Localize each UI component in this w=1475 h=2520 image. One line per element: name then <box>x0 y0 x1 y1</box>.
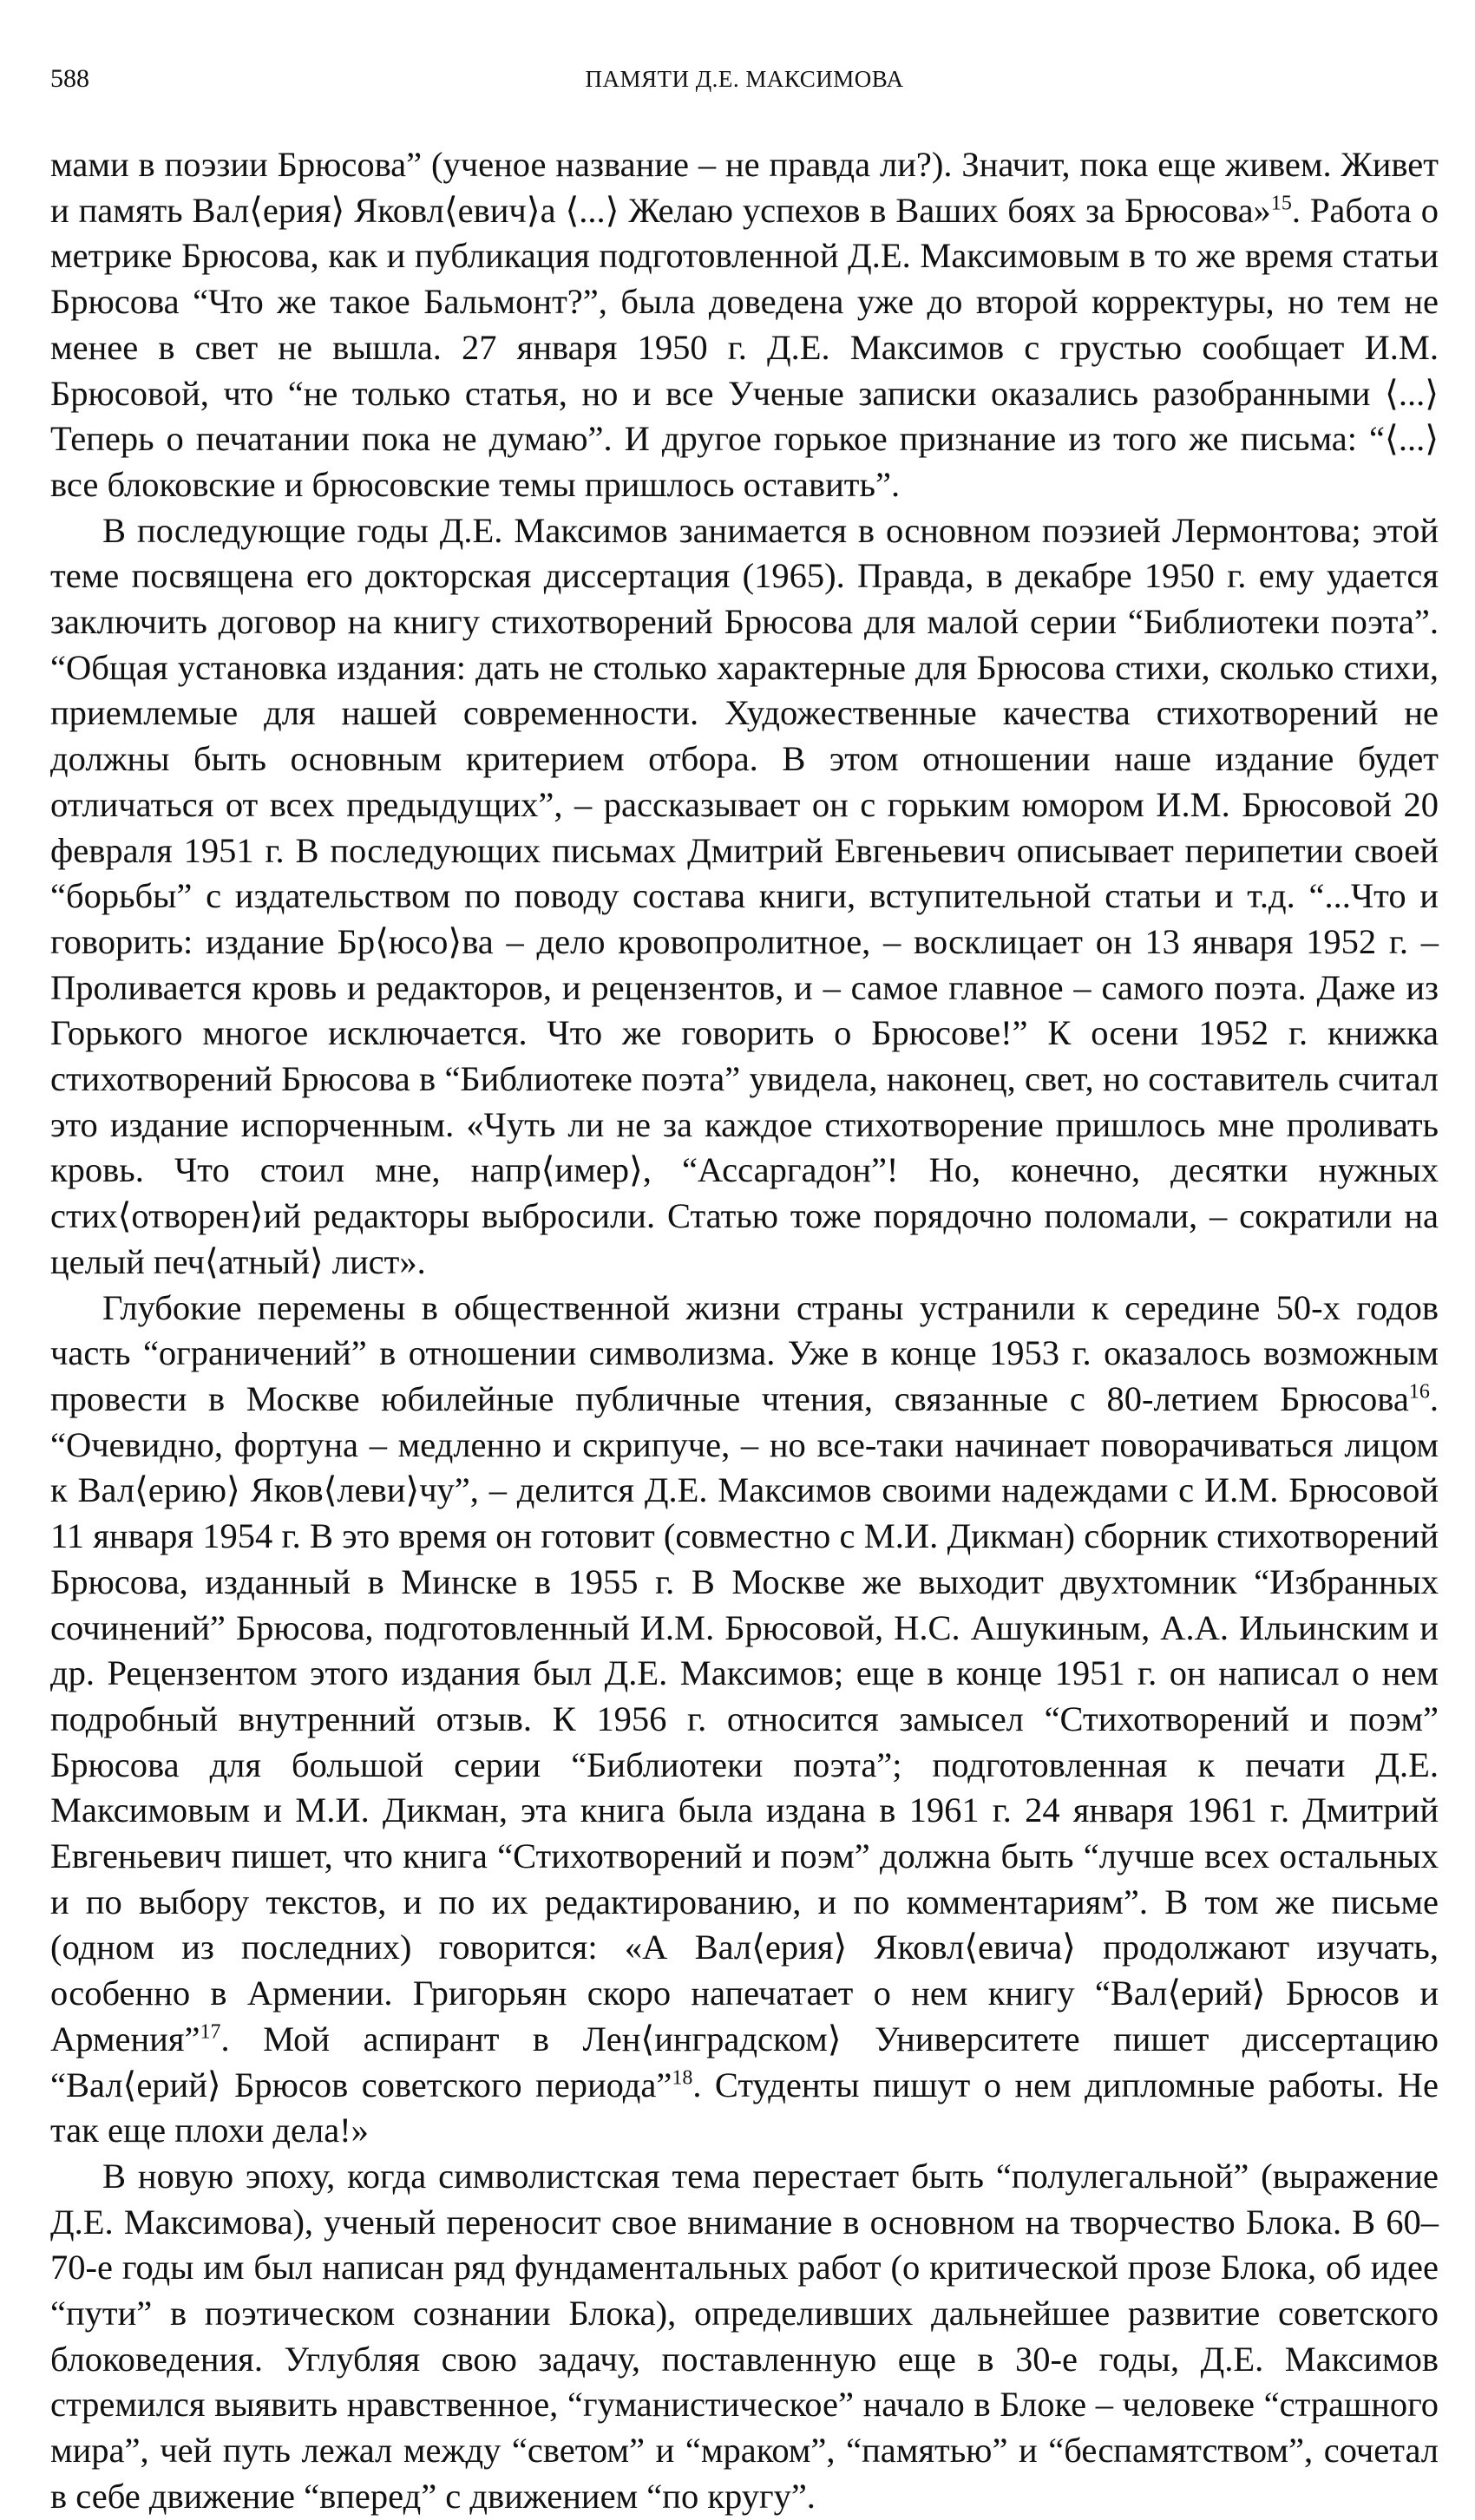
paragraph-text: . Мой аспирант в Лен⟨инградском⟩ Университете пишет диссертацию “Вал⟨ерий⟩ Брюсов советского периода” <box>50 2019 1439 2104</box>
footnote-ref: 18 <box>672 2066 693 2090</box>
paragraph-text: В последующие годы Д.Е. Максимов занимается в основном поэзией Лермонтова; этой теме посвящена его докторская диссертация (1965). Правда, в декабре 1950 г. ему удается заключить договор на книгу стихотворений Брюсова для малой серии “Библиотеки поэта”. “Общая установка издания: дать не столько характерные для Брюсова стихи, сколько стихи, приемлемые для нашей современности. Художественные качества стихотворений не должны быть основным критерием отбора. В этом отношении наше издание будет отличаться от всех предыдущих”, – рассказывает он с горьким юмором И.М. Брюсовой 20 февраля 1951 г. В последующих письмах Дмитрий Евгеньевич описывает перипетии своей “борьбы” с издательством по поводу состава книги, вступительной статьи и т.д. “...Что и говорить: издание Бр⟨юсо⟩ва – дело кровопролитное, – восклицает он 13 января 1952 г. – Проливается кровь и редакторов, и рецензентов, и – самое главное – самого поэта. Даже из Горького многое исключается. Что же говорить о Брюсове!” К осени 1952 г. книжка стихотворений Брюсова в “Библиотеке поэта” увидела, наконец, свет, но составитель считал это издание испорченным. «Чуть ли не за каждое стихотворение пришлось мне проливать кровь. Что стоил мне, напр⟨имер⟩, “Ассаргадон”! Но, конечно, десятки нужных стих⟨отворен⟩ий редакторы выбросили. Статью тоже порядочно поломали, – сократили на целый печ⟨атный⟩ лист». <box>50 510 1439 1281</box>
footnote-ref: 17 <box>200 2020 221 2044</box>
footnote-ref: 16 <box>1408 1380 1430 1404</box>
paragraph-text: Глубокие перемены в общественной жизни страны устранили к середине 50-х годов часть “ограничений” в отношении символизма. Уже в конце 1953 г. оказалось возможным провести в Москве юбилейные публичные чтения, связанные с 80-летием Брюсова <box>50 1287 1439 1418</box>
footnote-ref: 15 <box>1270 192 1292 215</box>
paragraph <box>50 508 1439 1286</box>
paragraph <box>50 142 1439 508</box>
paragraph-text: . Студенты пишут о нем дипломные работы. Не так еще плохи дела!» <box>50 2065 1439 2150</box>
running-title: ПАМЯТИ Д.Е. МАКСИМОВА <box>585 66 904 92</box>
paragraph <box>50 1286 1439 2154</box>
paragraph-text: . “Очевидно, фортуна – медленно и скрипуче, – но все-таки начинает поворачиваться лицом к Вал⟨ерию⟩ Яков⟨леви⟩чу”, – делится Д.Е. Максимов своими надеждами с И.М. Брюсовой 11 января 1954 г. В это время он готовит (совместно с М.И. Дикман) сборник стихотворений Брюсова, изданный в Минске в 1955 г. В Москве же выходит двухтомник “Избранных сочинений” Брюсова, подготовленный И.М. Брюсовой, Н.С. Ашукиным, А.А. Ильинским и др. Рецензентом этого издания был Д.Е. Максимов; еще в конце 1951 г. он написал о нем подробный внутренний отзыв. К 1956 г. относится замысел “Стихотворений и поэм” Брюсова для большой серии “Библиотеки поэта”; подготовленная к печати Д.Е. Максимовым и М.И. Дикман, эта книга была издана в 1961 г. 24 января 1961 г. Дмитрий Евгеньевич пишет, что книга “Стихотворений и поэм” должна быть “лучше всех остальных и по выбору текстов, и по их редактированию, и по комментариям”. В том же письме (одном из последних) говорится: «А Вал⟨ерия⟩ Яковл⟨евича⟩ продолжают изучать, особенно в Армении. Григорьян скоро напечатает о нем книгу “Вал⟨ерий⟩ Брюсов и Армения” <box>50 1378 1439 2059</box>
paragraph-text: . Работа о метрике Брюсова, как и публикация подготовленной Д.Е. Максимовым в то же время статьи Брюсова “Что же такое Бальмонт?”, была доведена уже до второй корректуры, но тем не менее в свет не вышла. 27 января 1950 г. Д.Е. Максимов с грустью сообщает И.М. Брюсовой, что “не только статья, но и все Ученые записки оказались разобранными ⟨...⟩ Теперь о печатании пока не думаю”. И другое горькое признание из того же письма: “⟨...⟩ все блоковские и брюсовские темы пришлось оставить”. <box>50 190 1439 504</box>
paragraph-text: мами в поэзии Брюсова” (ученое название – не правда ли?). Значит, пока еще живем. Живет и память Вал⟨ерия⟩ Яковл⟨евич⟩а ⟨...⟩ Желаю успехов в Ваших боях за Брюсова» <box>50 145 1439 230</box>
article-body <box>50 142 1439 2520</box>
paragraph <box>50 2154 1439 2520</box>
paragraph-text: В новую эпоху, когда символистская тема перестает быть “полулегальной” (выражение Д.Е. Максимова), ученый переносит свое внимание в основном на творчество Блока. В 60–70-е годы им был написан ряд фундаментальных работ (о критической прозе Блока, об идее “пути” в поэтическом сознании Блока), определивших дальнейшее развитие советского блоковедения. Углубляя свою задачу, поставленную еще в 30-е годы, Д.Е. Максимов стремился выявить нравственное, “гуманистическое” начало в Блоке – человеке “страшного мира”, чей путь лежал между “светом” и “мраком”, “памятью” и “беспамятством”, сочетал в себе движение “вперед” с движением “по кругу”. <box>50 2156 1439 2516</box>
page-header <box>50 52 1439 104</box>
book-page <box>50 52 1439 2520</box>
page-number: 588 <box>50 64 89 93</box>
